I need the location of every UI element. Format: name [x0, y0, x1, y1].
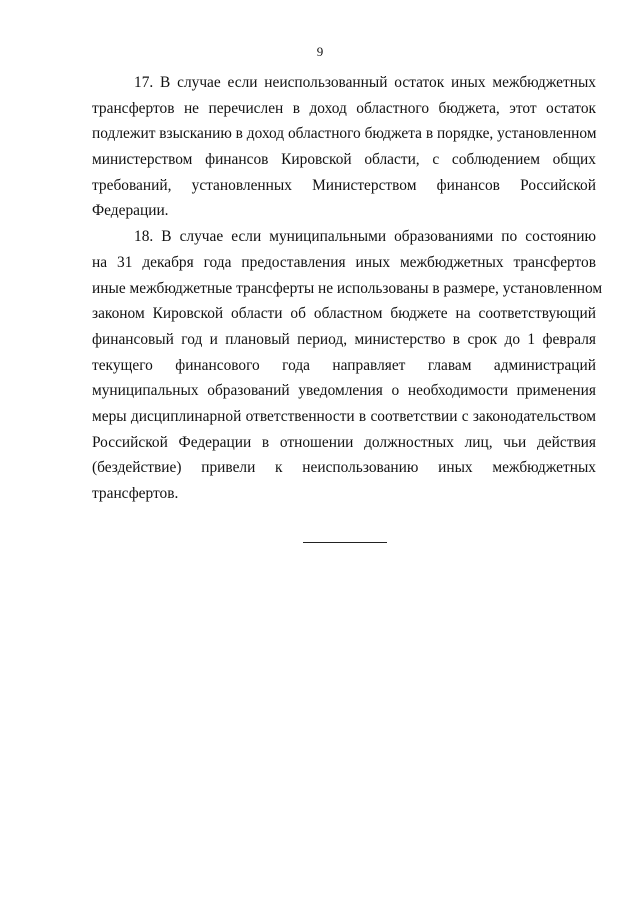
- document-body: [92, 70, 603, 507]
- clause-line: трансфертов.: [92, 485, 179, 502]
- clause-line: законом Кировской области об областном бюджете на соответствующий: [92, 305, 596, 323]
- clause-line: трансфертов не перечислен в доход областного бюджета, этот остаток: [92, 99, 596, 117]
- clause-line: требований, установленных Министерством финансов Российской: [92, 176, 596, 194]
- clause-line: муниципальных образований уведомления о необходимости применения: [92, 382, 596, 400]
- clause-line: подлежит взысканию в доход областного бюджета в порядке, установленном: [92, 125, 597, 143]
- clause-line: (бездействие) привели к неиспользованию иных межбюджетных: [92, 459, 596, 477]
- page-number: 9: [316, 44, 324, 59]
- clause-line: Федерации.: [92, 202, 169, 220]
- clause-line: министерством финансов Кировской области, с соблюдением общих: [92, 151, 596, 169]
- clause-line: Российской Федерации в отношении должностных лиц, чьи действия: [92, 433, 596, 451]
- clause-line: на 31 декабря года предоставления иных межбюджетных трансфертов: [92, 253, 596, 271]
- clause-line: финансовый год и плановый период, министерство в срок до 1 февраля: [92, 330, 596, 348]
- clause-line: 17. В случае если неиспользованный остаток иных межбюджетных: [134, 74, 596, 91]
- clause-line: иные межбюджетные трансферты не использованы в размере, установленном: [92, 279, 603, 297]
- clause-line: 18. В случае если муниципальными образованиями по состоянию: [134, 228, 596, 246]
- clause-line: текущего финансового года направляет главам администраций: [92, 356, 596, 374]
- clause-18: [92, 224, 603, 507]
- clause-line: меры дисциплинарной ответственности в соответствии с законодательством: [92, 407, 596, 425]
- clause-17: [92, 70, 596, 224]
- end-separator-line: [303, 542, 387, 543]
